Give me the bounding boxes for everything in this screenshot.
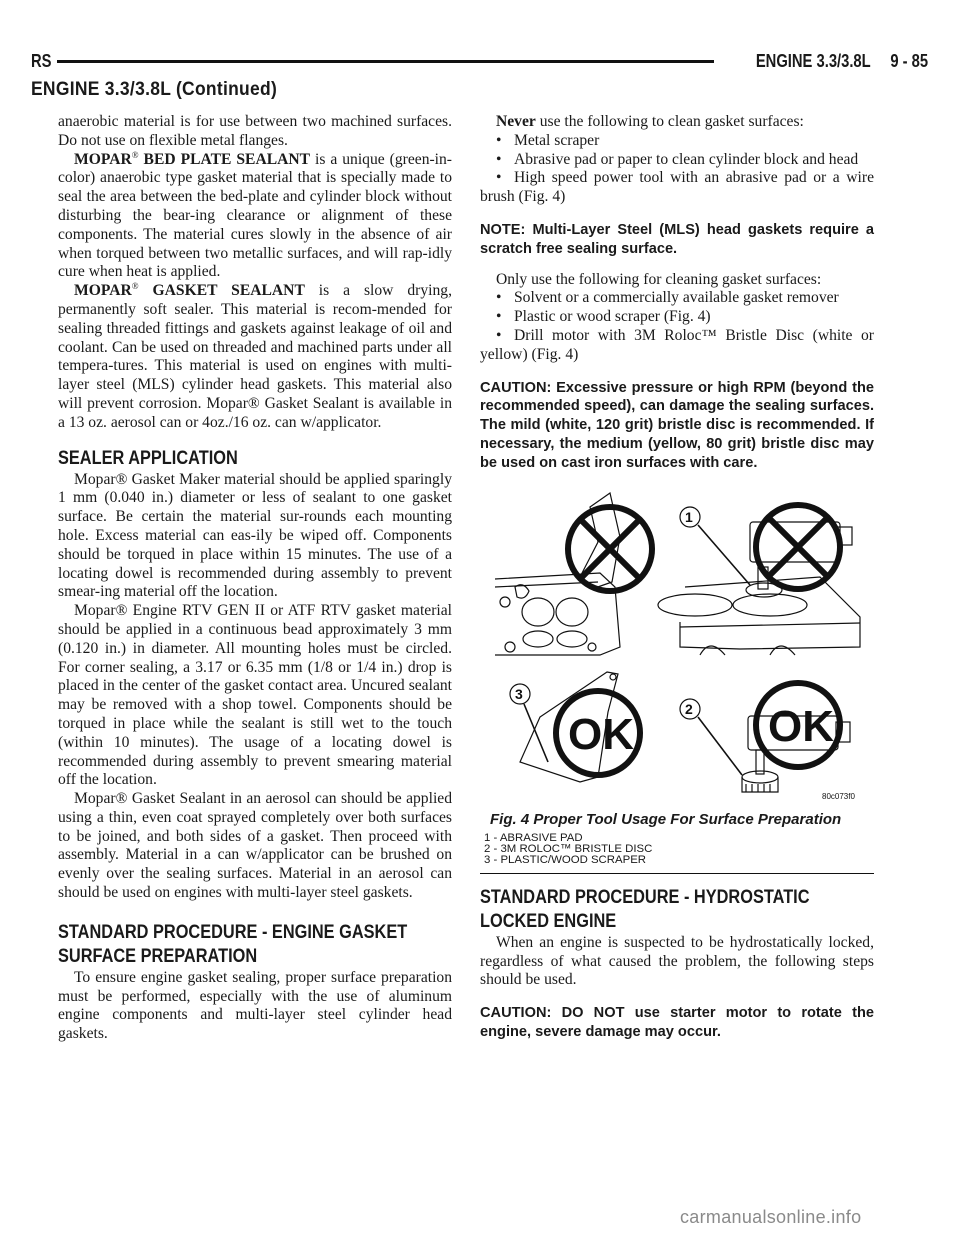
- continued-heading: ENGINE 3.3/3.8L (Continued): [31, 79, 278, 100]
- list-item-text: Abrasive pad or paper to clean cylinder block and head: [514, 150, 859, 168]
- product-name-2: BED PLATE SEALANT: [138, 150, 311, 168]
- paragraph-bed-plate-sealant: [58, 151, 452, 283]
- paragraph-rtv: Mopar® Engine RTV GEN II or ATF RTV gasket material should be applied in a continuous bead approximately 3 mm (0.120 in.) in diameter. All mounting holes must be circled. For corner sealing, a 3.17 or 6.35 mm (1/8 or 1/4 in.) drop is placed in the center of the gasket contact area. Uncured sealant may be removed with a shop towel. Components should be torqued in place while the sealant is still wet to the touch (within 10 minutes). The usage of a locating dowel is recommended during assembly to prevent smearing material off the location.: [58, 602, 452, 789]
- paragraph-gasket-maker: Mopar® Gasket Maker material should be applied sparingly 1 mm (0.040 in.) diameter or less of sealant to one gasket surface. Be certain the material sur-rounds each mounting hole. Excess material can eas-ily be wiped off. Components should be torqued in place within 15 minutes. The use of a locating dowel is recommended during assembly to prevent smear-ing material off the location.: [58, 470, 452, 601]
- paragraph-only-use: Only use the following for cleaning gasket surfaces:: [496, 270, 822, 288]
- header-right: [756, 51, 928, 72]
- callout-3: 3: [515, 685, 523, 702]
- section-code: RS: [31, 50, 52, 71]
- list-item: [480, 151, 874, 170]
- page-number: 9 - 85: [890, 50, 928, 71]
- paragraph-never: [480, 113, 874, 132]
- list-item-text: High speed power tool with an abrasive pad or a wire brush (Fig. 4): [480, 169, 874, 206]
- legend-item: 3 - PLASTIC/WOOD SCRAPER: [484, 854, 647, 867]
- bullet-icon: •: [496, 289, 502, 307]
- figure-divider: [480, 873, 874, 874]
- caution-bristle-disc: CAUTION: Excessive pressure or high RPM (beyond the recommended speed), can damage the sealing surfaces. The mild (white, 120 grit) bristle disc is recommended. If necessary, the medium (yellow, 80 grit) bristle disc may be used on cast iron surfaces with care.: [480, 379, 874, 471]
- paragraph-text: is a unique (green-in-color) anaerobic type gasket material that is specially made to seal the area between the bed-plate and cylinder block without disturbing the bear-ing clearance or alignment of these components. The material cures slowly in the absence of air when torqued between two metallic surfaces, and will rap-idly cure when heat is applied.: [58, 150, 452, 281]
- left-column: [58, 113, 452, 1044]
- ok-mark-left: OK: [568, 709, 634, 759]
- paragraph-text: use the following to clean gasket surfaces:: [535, 113, 804, 130]
- right-column: [480, 113, 874, 1054]
- paragraph-surface-prep: To ensure engine gasket sealing, proper surface preparation must be performed, especially with the use of aluminum engine components and multi-layer steel cylinder head gaskets.: [58, 968, 452, 1043]
- bullet-icon: •: [496, 150, 502, 168]
- heading-line-1: STANDARD PROCEDURE - HYDROSTATIC: [480, 886, 810, 908]
- product-name: MOPAR: [74, 150, 132, 168]
- ok-mark-right: OK: [768, 701, 834, 751]
- legend-item: 1 - ABRASIVE PAD: [484, 831, 583, 844]
- bullet-icon: •: [496, 326, 502, 344]
- heading-sealer-application: SEALER APPLICATION: [58, 447, 238, 469]
- heading-hydrostatic-locked: [480, 886, 819, 934]
- paragraph-gasket-sealant: [58, 282, 452, 432]
- header-rule: [57, 60, 714, 63]
- paragraph-anaerobic: anaerobic material is for use between two machined surfaces. Do not use on flexible metal flanges.: [58, 113, 452, 149]
- list-item-text: Drill motor with 3M Roloc™ Bristle Disc (white or yellow) (Fig. 4): [480, 326, 874, 363]
- paragraph-aerosol: Mopar® Gasket Sealant in an aerosol can should be applied using a thin, even coat sprayed completely over both surfaces to be joined, and both sides of a gasket. Then proceed with assembly. Material in a can w/applicator can be brushed on evenly over the sealing surfaces. Material in an aerosol can should be used on engines with multi-layer steel gaskets.: [58, 790, 452, 902]
- list-item: [480, 289, 874, 308]
- figure-4-illustration: [480, 487, 874, 807]
- list-item: [480, 132, 874, 151]
- header-title: ENGINE 3.3/3.8L: [755, 50, 871, 71]
- list-item-text: Plastic or wood scraper (Fig. 4): [514, 308, 711, 326]
- callout-2: 2: [685, 700, 693, 717]
- page-header: [31, 50, 928, 72]
- registered-mark: ®: [131, 149, 139, 160]
- heading-line-1: STANDARD PROCEDURE - ENGINE GASKET: [58, 921, 408, 943]
- paragraph-text: is a slow drying, permanently soft sealer. This material is recom-mended for sealing threaded fittings and gaskets against leakage of oil and coolant. Can be used on threaded and machined parts under all tempera-tures. This material is used on engines with multi-layer steel (MLS) cylinder head gaskets. This material also will prevent corrosion. Mopar® Gasket Sealant is available in a 13 oz. aerosol can or 4oz./16 oz. can w/applicator.: [58, 282, 452, 431]
- heading-gasket-surface-prep: [58, 921, 408, 969]
- heading-line-2: LOCKED ENGINE: [480, 910, 617, 932]
- note-mls: NOTE: Multi-Layer Steel (MLS) head gaskets require a scratch free sealing surface.: [480, 221, 874, 257]
- bullet-icon: •: [496, 131, 502, 149]
- figure-caption: Fig. 4 Proper Tool Usage For Surface Preparation: [490, 810, 842, 828]
- list-item: [480, 308, 874, 327]
- list-item: [480, 169, 874, 207]
- heading-line-2: SURFACE PREPARATION: [58, 945, 258, 967]
- list-item-text: Solvent or a commercially available gasket remover: [514, 289, 839, 307]
- bullet-icon: •: [496, 169, 502, 187]
- list-item: [480, 327, 874, 365]
- product-name-2: GASKET SEALANT: [138, 282, 305, 300]
- legend-item: 2 - 3M ROLOC™ BRISTLE DISC: [484, 842, 653, 855]
- tool-usage-illustration: [480, 487, 874, 807]
- list-item-text: Metal scraper: [514, 131, 600, 149]
- bullet-icon: •: [496, 308, 502, 326]
- callout-1: 1: [685, 508, 693, 525]
- figure-legend: [484, 833, 874, 867]
- registered-mark: ®: [131, 280, 139, 291]
- caution-starter-motor: CAUTION: DO NOT use starter motor to rotate the engine, severe damage may occur.: [480, 1005, 874, 1040]
- product-name: MOPAR: [74, 282, 132, 300]
- watermark: carmanualsonline.info: [680, 1207, 862, 1227]
- paragraph-hydrostatic: When an engine is suspected to be hydrostatically locked, regardless of what caused the problem, the following steps should be used.: [480, 933, 874, 989]
- emphasis-never: Never: [496, 113, 536, 130]
- image-code: 80c073f0: [822, 791, 855, 801]
